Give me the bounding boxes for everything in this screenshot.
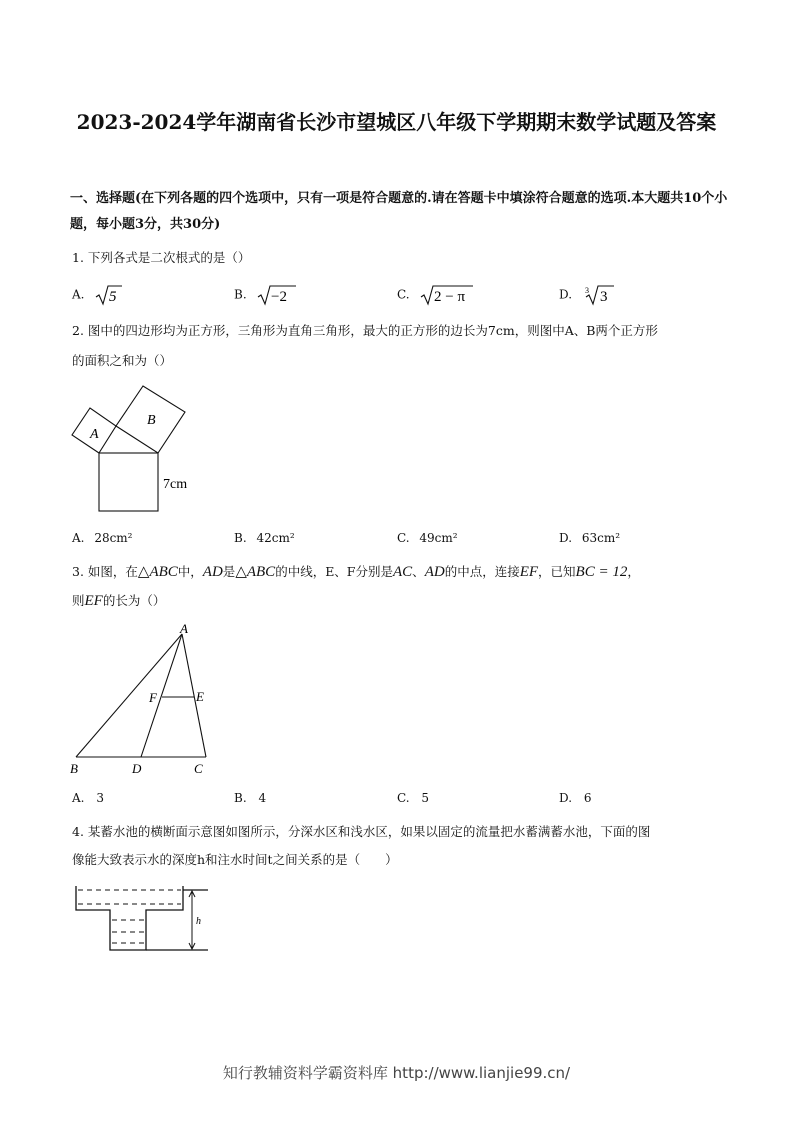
vertex-c: C	[194, 761, 203, 776]
label-b: B	[147, 413, 156, 428]
option-letter: C.	[397, 791, 410, 805]
q2-option-b	[234, 531, 295, 545]
question-3-stem-line2: 则EF的长为（）	[72, 593, 166, 609]
option-text: 5	[421, 791, 430, 805]
radical-sign-icon	[94, 283, 124, 307]
option-letter: A.	[72, 531, 85, 545]
radicand: −2	[271, 289, 288, 305]
q3-option-c	[397, 791, 429, 805]
document-title: 2023-2024学年湖南省长沙市望城区八年级下学期期末数学试题及答案	[76, 110, 717, 134]
option-letter: D.	[559, 531, 573, 545]
option-letter: D.	[559, 287, 573, 302]
point-d: D	[132, 761, 142, 776]
q2-option-c	[397, 531, 458, 545]
option-text: 6	[583, 791, 592, 805]
side-ab	[76, 634, 182, 757]
question-1-stem: 1. 下列各式是二次根式的是（）	[72, 250, 251, 265]
q1-option-d	[559, 283, 616, 307]
q1-option-c	[397, 283, 475, 307]
option-text: 63cm²	[581, 531, 621, 545]
vertex-a: A	[180, 621, 188, 636]
big-square	[99, 453, 158, 511]
option-letter: A.	[72, 287, 85, 302]
option-text: 3	[96, 791, 104, 805]
radical-sign-icon	[256, 283, 298, 307]
option-letter: B.	[234, 531, 247, 545]
height-label: h	[196, 916, 201, 927]
footer-watermark: 知行教辅资料学霸资料库 http://www.lianjie99.cn/	[222, 1064, 571, 1082]
question-2-stem-line1: 2. 图中的四边形均为正方形，三角形为直角三角形，最大的正方形的边长为7cm，则图中A、B两个正方形	[72, 323, 658, 338]
q3-option-a	[72, 791, 104, 805]
water-level-dashes	[78, 890, 181, 943]
radicand: 5	[109, 289, 117, 305]
q2-option-d	[559, 531, 620, 545]
q1-option-a	[72, 283, 124, 307]
triangle-figure	[66, 620, 216, 778]
squares-figure	[68, 384, 208, 516]
radical-sign-icon	[419, 283, 475, 307]
question-4-stem-line2: 像能大致表示水的深度h和注水时间t之间关系的是（ ）	[72, 852, 398, 867]
label-a: A	[90, 427, 99, 442]
q2-option-a	[72, 531, 133, 545]
median-ad	[141, 634, 182, 757]
radicand: 2 − π	[434, 289, 466, 305]
option-text: 42cm²	[256, 531, 295, 545]
option-text: 28cm²	[94, 531, 133, 545]
option-letter: C.	[397, 531, 410, 545]
option-letter: B.	[234, 791, 247, 805]
height-arrow-icon	[189, 891, 195, 949]
option-letter: D.	[559, 791, 573, 805]
q3-option-b	[234, 791, 266, 805]
option-letter: C.	[397, 287, 410, 302]
option-text: 49cm²	[419, 531, 458, 545]
question-4-stem-line1: 4. 某蓄水池的横断面示意图如图所示，分深水区和浅水区，如果以固定的流量把水蓄满蓄水池，下面的图	[72, 824, 651, 839]
reservoir-outline	[76, 886, 183, 950]
radicand: 3	[599, 289, 608, 305]
reservoir-cross-section-figure	[70, 882, 215, 956]
q3-option-d	[559, 791, 591, 805]
point-f: F	[149, 690, 157, 705]
option-letter: A.	[72, 791, 85, 805]
question-3-stem-line1: 3. 如图，在△ABC中，AD是△ABC的中线，E、F分别是AC、AD的中点，连接EF，已知BC = 12，	[72, 564, 640, 580]
cube-root-sign-icon	[582, 283, 616, 307]
option-letter: B.	[234, 287, 247, 302]
vertex-b: B	[70, 761, 78, 776]
question-2-stem-line2: 的面积之和为（）	[72, 353, 173, 368]
point-e: E	[196, 689, 204, 704]
q1-option-b	[234, 283, 298, 307]
side-label: 7cm	[163, 477, 188, 492]
option-text: 4	[258, 791, 267, 805]
root-index: 3	[584, 286, 589, 295]
section-header: 一、选择题(在下列各题的四个选项中，只有一项是符合题意的.请在答题卡中填涂符合题意的选项.本大题共10个小题，每小题3分，共30分)	[70, 191, 728, 232]
